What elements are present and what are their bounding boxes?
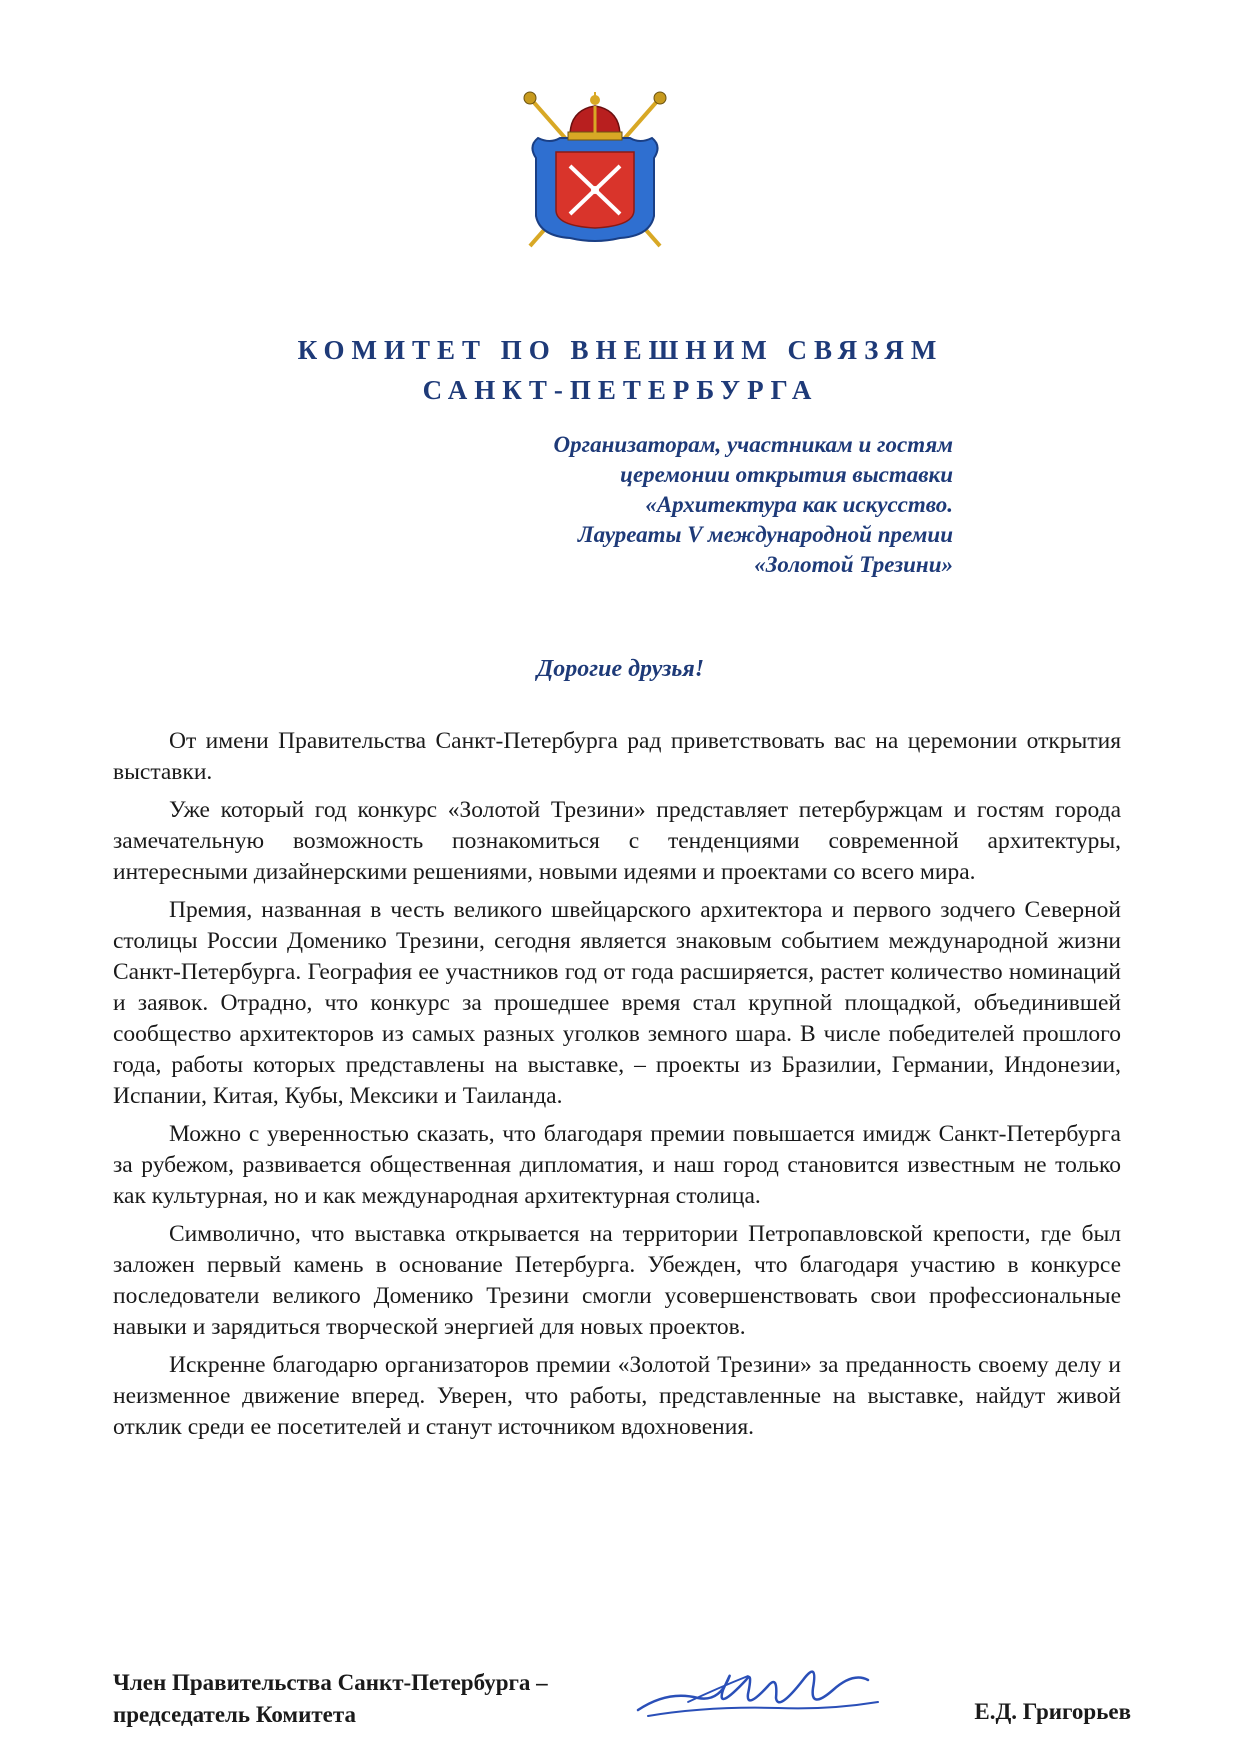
salutation: Дорогие друзья!	[536, 656, 705, 682]
organization-header	[0, 330, 1241, 410]
signatory-title-line1: Член Правительства Санкт-Петербурга –	[113, 1670, 548, 1695]
signatory-title	[113, 1667, 548, 1731]
addressee-line: церемонии открытия выставки	[620, 462, 953, 487]
body-paragraph: Символично, что выставка открывается на территории Петропавловской крепости, где был заложен первый камень в основание Петербурга. Убежден, что благодаря участию в конкурсе последователи великого Доменико Трезини смогли усовершенствовать свои профессиональные навыки и зарядиться творческой энергией для новых проектов.	[113, 1221, 1121, 1340]
signatory-name: Е.Д. Григорьев	[974, 1699, 1131, 1724]
body-paragraph: Можно с уверенностью сказать, что благодаря премии повышается имидж Санкт-Петербурга за рубежом, развивается общественная дипломатия, и наш город становится известным не только как культурная, но и как международная архитектурная столица.	[113, 1121, 1121, 1209]
organization-name-line1: КОМИТЕТ ПО ВНЕШНИМ СВЯЗЯМ	[297, 335, 944, 365]
body-paragraph: Премия, названная в честь великого швейцарского архитектора и первого зодчего Северной столицы России Доменико Трезини, сегодня является знаковым событием международной жизни Санкт-Петербурга. География ее участников год от года расширяется, растет количество номинаций и заявок. Отрадно, что конкурс за прошедшее время стал крупной площадкой, объединившей сообщество архитекторов из самых разных уголков земного шара. В числе победителей прошлого года, работы которых представлены на выставке, – проекты из Бразилии, Германии, Индонезии, Испании, Китая, Кубы, Мексики и Таиланда.	[113, 897, 1121, 1109]
addressee-line: Организаторам, участникам и гостям	[553, 432, 953, 457]
letter-body	[113, 726, 1121, 1450]
signatory-title-line2: председатель Комитета	[113, 1702, 356, 1727]
body-paragraph: От имени Правительства Санкт-Петербурга рад приветствовать вас на церемонии открытия выставки.	[113, 728, 1121, 785]
body-paragraph: Искренне благодарю организаторов премии «Золотой Трезини» за преданность своему делу и неизменное движение вперед. Уверен, что работы, представленные на выставке, найдут живой отклик среди ее посетителей и станут источником вдохновения.	[113, 1352, 1121, 1440]
addressee-line: «Золотой Трезини»	[754, 552, 953, 577]
body-paragraph: Уже который год конкурс «Золотой Трезини» представляет петербуржцам и гостям города замечательную возможность познакомиться с тенденциями современной архитектуры, интересными дизайнерскими решениями, новыми идеями и проектами со всего мира.	[113, 797, 1121, 885]
addressee-line: Лауреаты V международной премии	[577, 522, 953, 547]
handwritten-signature-icon	[628, 1650, 888, 1730]
st-petersburg-coat-of-arms-icon	[510, 86, 680, 256]
organization-name-line2: САНКТ-ПЕТЕРБУРГА	[422, 375, 819, 405]
addressee-line: «Архитектура как искусство.	[645, 492, 953, 517]
addressee-block	[393, 430, 953, 580]
